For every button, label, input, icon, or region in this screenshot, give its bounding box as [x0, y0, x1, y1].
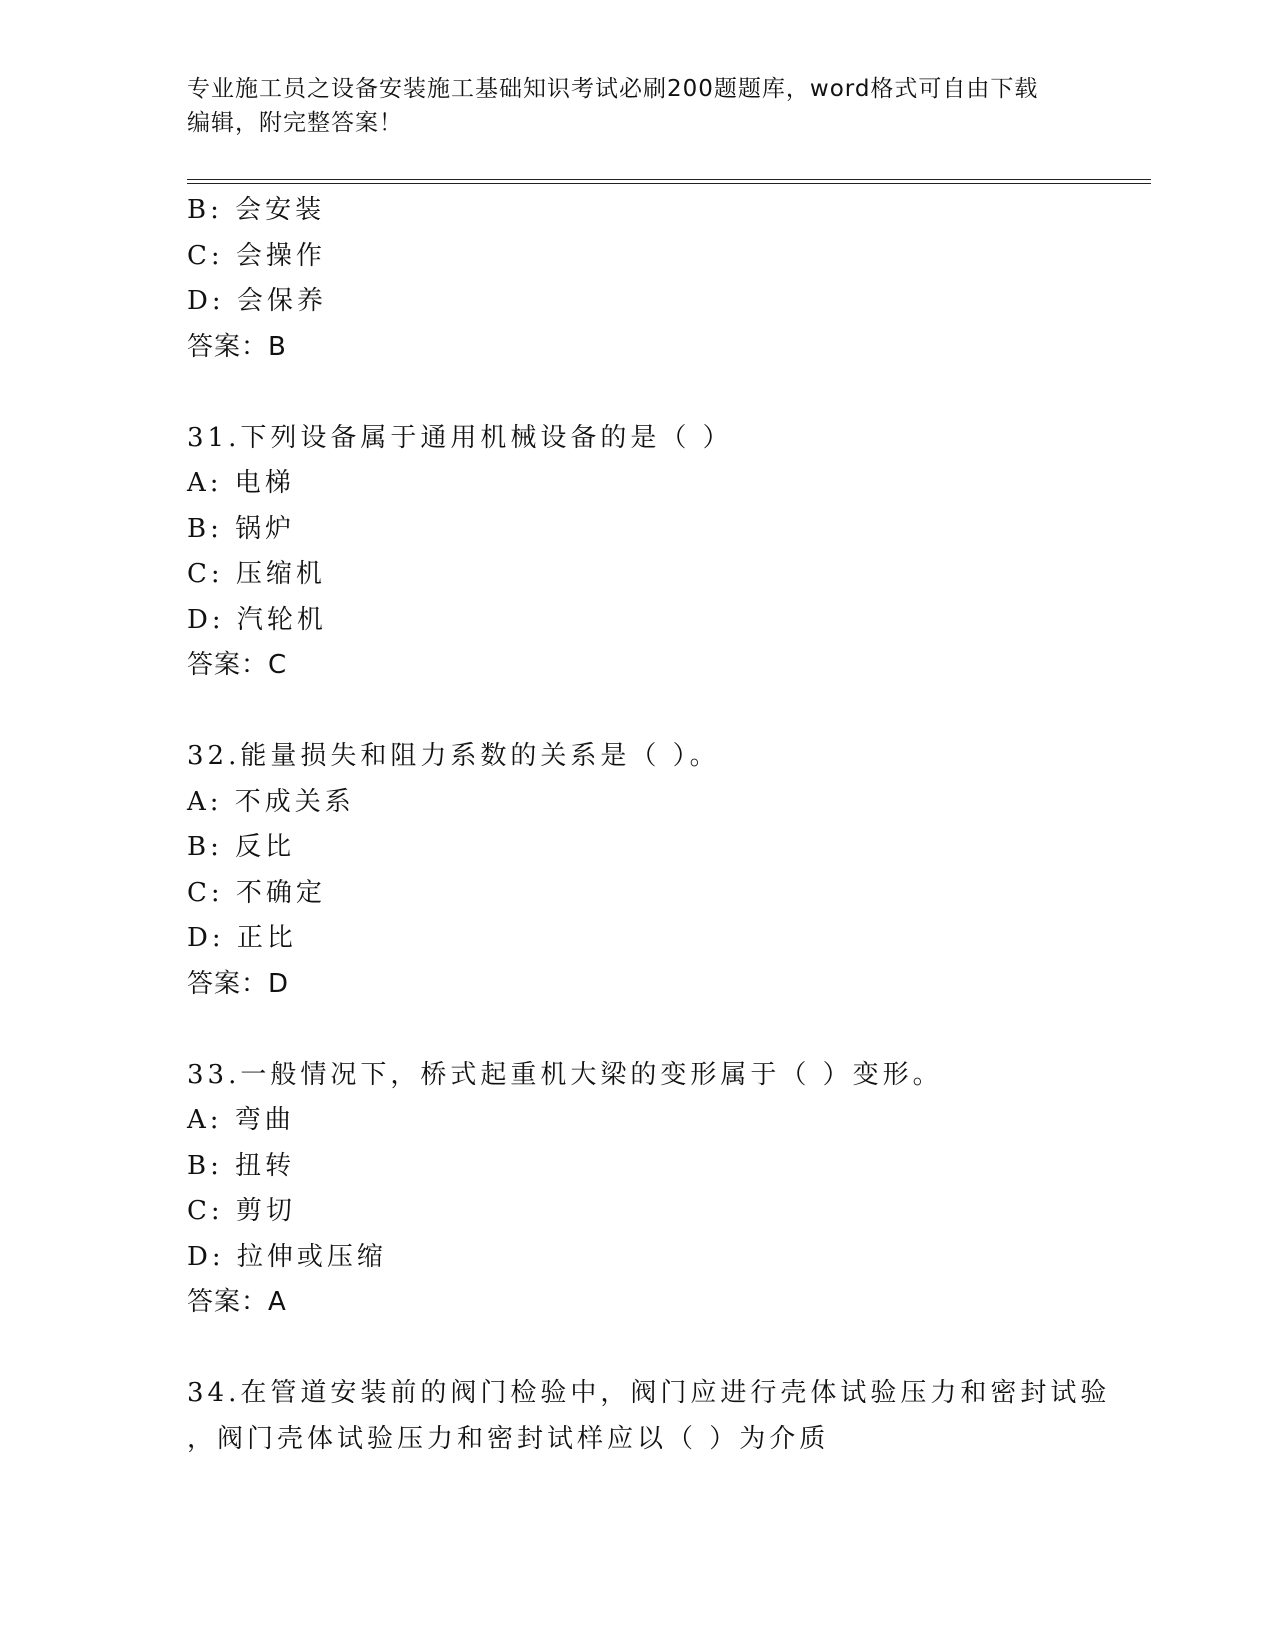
- question-text-line-1: 34.在管道安装前的阀门检验中，阀门应进行壳体试验压力和密封试验: [187, 1378, 1111, 1408]
- question-block-33: [187, 1053, 1137, 1326]
- header-line-1: 专业施工员之设备安装施工基础知识考试必刷200题题库，word格式可自由下载: [187, 76, 1039, 102]
- option-c: C: 会操作: [187, 240, 326, 271]
- block-spacer: [187, 689, 1137, 735]
- question-text: 32.能量损失和阻力系数的关系是（ ）。: [187, 741, 720, 771]
- block-spacer: [187, 1007, 1137, 1053]
- answer-line: 答案：A: [187, 1287, 287, 1317]
- header-divider-bottom: [187, 183, 1151, 184]
- question-text: 31.下列设备属于通用机械设备的是（ ）: [187, 422, 733, 453]
- option-c: C: 剪切: [187, 1196, 296, 1226]
- question-text: 33.一般情况下，桥式起重机大梁的变形属于（ ）变形。: [187, 1059, 943, 1090]
- option-c: C: 不确定: [187, 877, 326, 908]
- answer-line: 答案：B: [187, 331, 287, 362]
- option-a: A: 电梯: [187, 468, 295, 498]
- option-d: D: 拉伸或压缩: [187, 1241, 387, 1272]
- answer-line: 答案：D: [187, 968, 290, 999]
- question-block-32: [187, 734, 1137, 1007]
- option-a: A: 弯曲: [187, 1105, 295, 1135]
- option-b: B: 锅炉: [187, 513, 296, 544]
- option-d: D: 会保养: [187, 286, 327, 316]
- question-block-30: [187, 188, 1137, 370]
- option-a: A: 不成关系: [187, 786, 355, 817]
- header-divider-top: [187, 179, 1151, 180]
- block-spacer: [187, 370, 1137, 416]
- question-list: [187, 188, 1137, 1462]
- option-b: B: 扭转: [187, 1150, 296, 1181]
- answer-line: 答案：C: [187, 650, 288, 680]
- option-d: D: 汽轮机: [187, 604, 327, 635]
- option-d: D: 正比: [187, 923, 297, 953]
- option-b: B: 反比: [187, 832, 296, 862]
- option-b: B: 会安装: [187, 195, 326, 225]
- header-line-2: 编辑，附完整答案！: [187, 110, 403, 136]
- question-block-31: [187, 416, 1137, 689]
- question-text-line-2: ，阀门壳体试验压力和密封试样应以（ ）为介质: [187, 1423, 830, 1454]
- option-c: C: 压缩机: [187, 559, 326, 589]
- block-spacer: [187, 1326, 1137, 1372]
- question-block-34: [187, 1371, 1137, 1462]
- document-header: [187, 72, 1087, 140]
